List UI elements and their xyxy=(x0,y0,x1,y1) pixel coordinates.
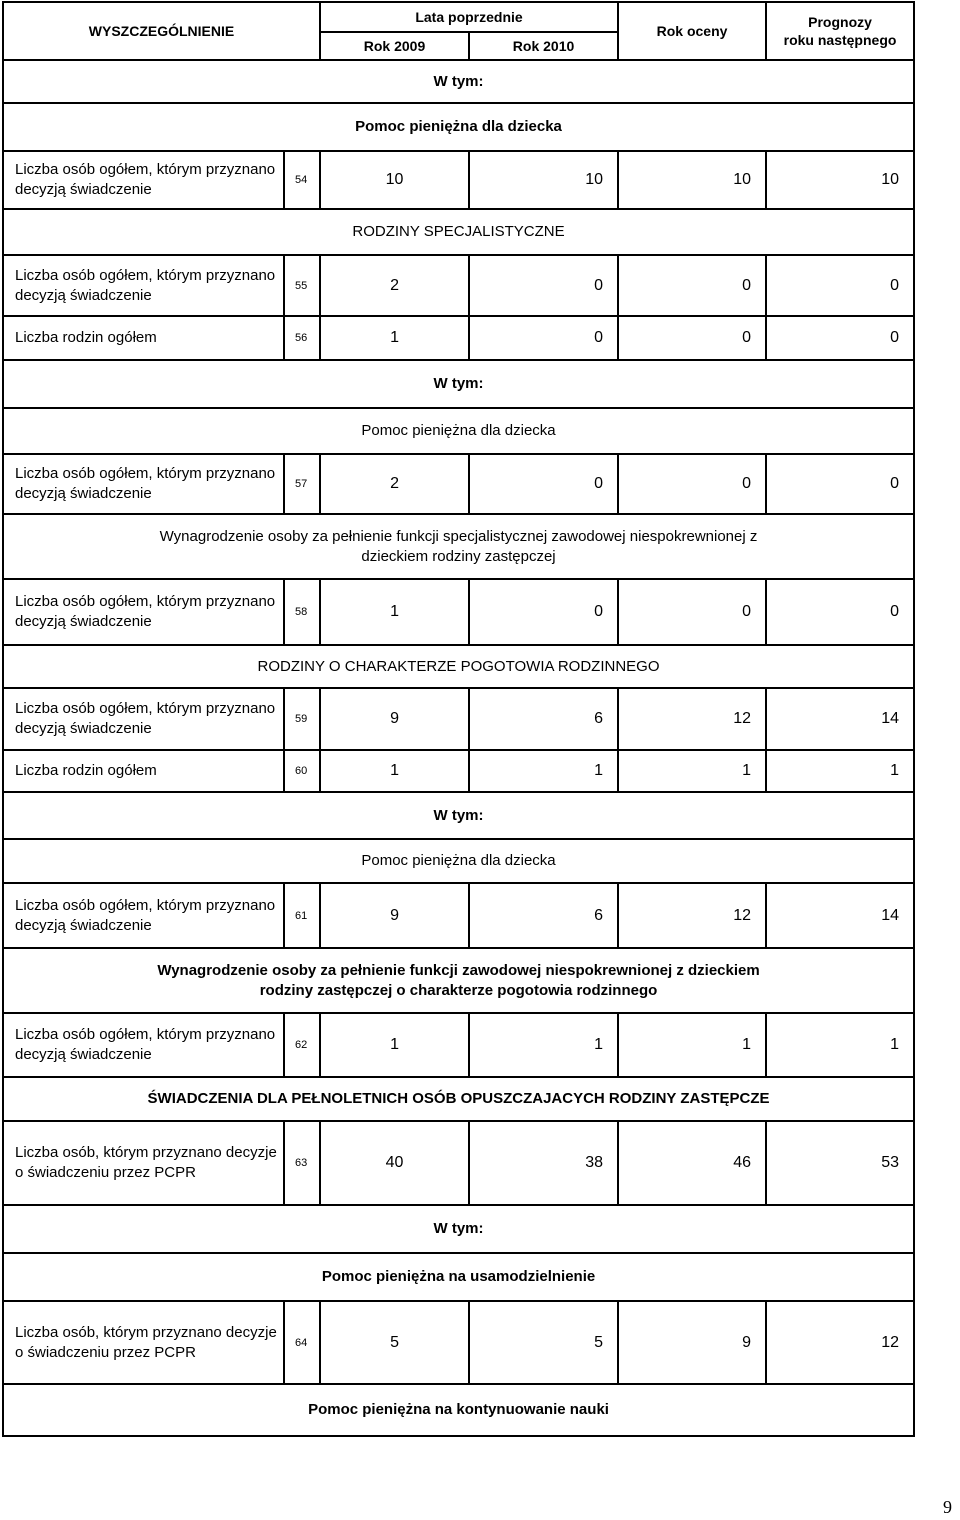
header-row xyxy=(3,2,914,32)
section-row xyxy=(3,408,914,454)
value-forecast: 0 xyxy=(766,579,914,645)
row-label: Liczba osób ogółem, którym przyznano decyzją świadczenie xyxy=(3,688,284,750)
section-row xyxy=(3,645,914,688)
value-2010: 6 xyxy=(469,883,618,948)
value-rating-year: 12 xyxy=(618,883,766,948)
table-row xyxy=(3,1301,914,1384)
section-title: W tym: xyxy=(3,360,914,408)
value-rating-year: 9 xyxy=(618,1301,766,1384)
section-title: W tym: xyxy=(3,1205,914,1253)
section-row xyxy=(3,209,914,255)
value-rating-year: 0 xyxy=(618,454,766,514)
row-label: Liczba osób ogółem, którym przyznano decyzją świadczenie xyxy=(3,579,284,645)
table-body xyxy=(3,2,914,1436)
value-2009: 9 xyxy=(320,883,469,948)
section-title: ŚWIADCZENIA DLA PEŁNOLETNICH OSÓB OPUSZCZAJACYCH RODZINY ZASTĘPCZE xyxy=(3,1077,914,1121)
value-2009: 40 xyxy=(320,1121,469,1205)
value-rating-year: 0 xyxy=(618,579,766,645)
section-title: Pomoc pieniężna dla dziecka xyxy=(3,103,914,151)
table-row xyxy=(3,1013,914,1077)
section-title: Pomoc pieniężna na usamodzielnienie xyxy=(3,1253,914,1301)
value-2009: 1 xyxy=(320,579,469,645)
row-label: Liczba osób ogółem, którym przyznano decyzją świadczenie xyxy=(3,255,284,316)
row-code: 56 xyxy=(284,316,320,360)
row-label: Liczba osób ogółem, którym przyznano decyzją świadczenie xyxy=(3,151,284,209)
header-forecast xyxy=(766,2,914,60)
value-rating-year: 0 xyxy=(618,316,766,360)
header-forecast-line2: roku następnego xyxy=(783,32,897,48)
row-label: Liczba rodzin ogółem xyxy=(3,316,284,360)
table-row xyxy=(3,579,914,645)
row-label: Liczba osób ogółem, którym przyznano decyzją świadczenie xyxy=(3,1013,284,1077)
value-forecast: 1 xyxy=(766,750,914,792)
section-title: Pomoc pieniężna na kontynuowanie nauki xyxy=(3,1384,914,1436)
value-2010: 0 xyxy=(469,454,618,514)
row-code: 63 xyxy=(284,1121,320,1205)
table-row xyxy=(3,255,914,316)
section-row xyxy=(3,1384,914,1436)
header-col-title: WYSZCZEGÓLNIENIE xyxy=(3,2,320,60)
value-2010: 1 xyxy=(469,1013,618,1077)
value-2010: 1 xyxy=(469,750,618,792)
page-number: 9 xyxy=(943,1497,952,1517)
section-title: Wynagrodzenie osoby za pełnienie funkcji specjalistycznej zawodowej niespokrewnionej z dzieckiem rodziny zastępczej xyxy=(3,514,914,579)
section-row xyxy=(3,514,914,579)
value-forecast: 14 xyxy=(766,688,914,750)
header-prev-years: Lata poprzednie xyxy=(320,2,618,32)
value-rating-year: 12 xyxy=(618,688,766,750)
section-title: RODZINY O CHARAKTERZE POGOTOWIA RODZINNEGO xyxy=(3,645,914,688)
value-2009: 5 xyxy=(320,1301,469,1384)
row-label: Liczba osób, którym przyznano decyzje o świadczeniu przez PCPR xyxy=(3,1121,284,1205)
section-row xyxy=(3,792,914,839)
value-rating-year: 1 xyxy=(618,750,766,792)
value-forecast: 53 xyxy=(766,1121,914,1205)
value-forecast: 1 xyxy=(766,1013,914,1077)
value-2009: 9 xyxy=(320,688,469,750)
header-rating-year: Rok oceny xyxy=(618,2,766,60)
value-2010: 5 xyxy=(469,1301,618,1384)
value-2010: 0 xyxy=(469,316,618,360)
row-label: Liczba osób, którym przyznano decyzje o świadczeniu przez PCPR xyxy=(3,1301,284,1384)
row-code: 60 xyxy=(284,750,320,792)
table-row xyxy=(3,688,914,750)
section-row xyxy=(3,360,914,408)
table-row xyxy=(3,1121,914,1205)
table-row xyxy=(3,151,914,209)
value-2009: 1 xyxy=(320,1013,469,1077)
row-code: 57 xyxy=(284,454,320,514)
value-2010: 38 xyxy=(469,1121,618,1205)
row-label: Liczba rodzin ogółem xyxy=(3,750,284,792)
value-2009: 1 xyxy=(320,316,469,360)
value-2010: 0 xyxy=(469,579,618,645)
header-forecast-line1: Prognozy xyxy=(808,14,872,30)
table-row xyxy=(3,883,914,948)
section-row xyxy=(3,1205,914,1253)
section-row xyxy=(3,1253,914,1301)
value-2009: 2 xyxy=(320,454,469,514)
row-code: 62 xyxy=(284,1013,320,1077)
value-forecast: 14 xyxy=(766,883,914,948)
row-code: 54 xyxy=(284,151,320,209)
row-label: Liczba osób ogółem, którym przyznano decyzją świadczenie xyxy=(3,883,284,948)
table-row xyxy=(3,454,914,514)
section-title: RODZINY SPECJALISTYCZNE xyxy=(3,209,914,255)
value-forecast: 10 xyxy=(766,151,914,209)
value-2010: 10 xyxy=(469,151,618,209)
section-title: W tym: xyxy=(3,792,914,839)
section-row xyxy=(3,103,914,151)
row-label: Liczba osób ogółem, którym przyznano decyzją świadczenie xyxy=(3,454,284,514)
section-title: W tym: xyxy=(3,60,914,103)
value-rating-year: 0 xyxy=(618,255,766,316)
section-row xyxy=(3,839,914,883)
report-table xyxy=(2,1,915,1437)
table-row xyxy=(3,750,914,792)
value-forecast: 12 xyxy=(766,1301,914,1384)
header-year-2009: Rok 2009 xyxy=(320,32,469,60)
value-forecast: 0 xyxy=(766,316,914,360)
value-2009: 1 xyxy=(320,750,469,792)
value-2009: 10 xyxy=(320,151,469,209)
section-title: Pomoc pieniężna dla dziecka xyxy=(3,839,914,883)
section-row xyxy=(3,60,914,103)
value-rating-year: 10 xyxy=(618,151,766,209)
row-code: 58 xyxy=(284,579,320,645)
row-code: 59 xyxy=(284,688,320,750)
value-2010: 0 xyxy=(469,255,618,316)
section-row xyxy=(3,1077,914,1121)
table-row xyxy=(3,316,914,360)
value-forecast: 0 xyxy=(766,454,914,514)
value-rating-year: 46 xyxy=(618,1121,766,1205)
value-2009: 2 xyxy=(320,255,469,316)
row-code: 61 xyxy=(284,883,320,948)
value-forecast: 0 xyxy=(766,255,914,316)
header-year-2010: Rok 2010 xyxy=(469,32,618,60)
value-rating-year: 1 xyxy=(618,1013,766,1077)
section-title: Wynagrodzenie osoby za pełnienie funkcji zawodowej niespokrewnionej z dzieckiem rodziny zastępczej o charakterze pogotowia rodzinnego xyxy=(3,948,914,1013)
row-code: 55 xyxy=(284,255,320,316)
section-row xyxy=(3,948,914,1013)
value-2010: 6 xyxy=(469,688,618,750)
section-title: Pomoc pieniężna dla dziecka xyxy=(3,408,914,454)
row-code: 64 xyxy=(284,1301,320,1384)
